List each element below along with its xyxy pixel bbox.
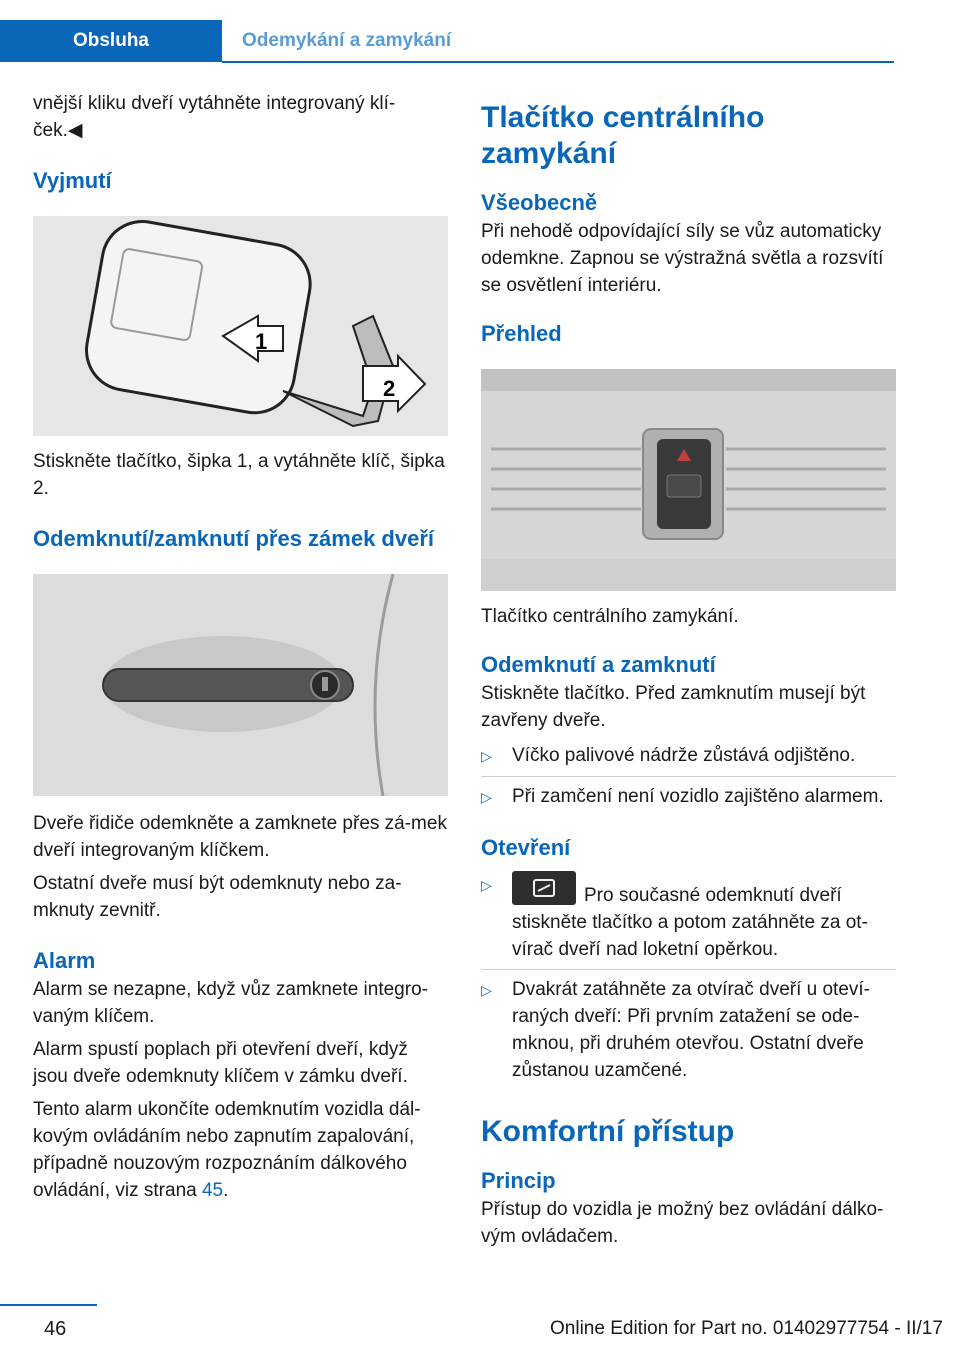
door-handle-figure — [33, 574, 448, 796]
central-locking-caption: Tlačítko centrálního zamykání. — [481, 606, 739, 627]
key-removal-illustration — [33, 216, 448, 436]
bullet-item — [481, 976, 896, 1084]
door-lock-paragraph-1: Dveře řidiče odemkněte a zamknete přes zá-mek dveří integrovaným klíčkem. — [33, 813, 447, 861]
triangle-bullet-icon: ▷ — [481, 982, 492, 998]
edition-note: Online Edition for Part no. 01402977754 - II/17 — [550, 1318, 943, 1339]
arrow-2-label: 2 — [383, 376, 396, 401]
door-unlock-icon — [512, 871, 576, 905]
right-column — [481, 100, 896, 1250]
unlock-lock-paragraph: Stiskněte tlačítko. Před zamknutím musejí být zavřeny dveře. — [481, 683, 866, 731]
bullet-text: Dvakrát zatáhněte za otvírač dveří u oteví-raných dveří: Při prvním zatažení se ode-mknou, při druhém otevřou. Ostatní dveře zůstanou uzamčené. — [512, 979, 871, 1081]
tab-obsluha[interactable]: Obsluha — [0, 20, 222, 62]
bullet-divider — [481, 776, 896, 777]
bullet-item — [481, 783, 896, 811]
key-removal-figure — [33, 216, 448, 436]
opening-heading: Otevření — [481, 835, 571, 860]
bullet-text: Při zamčení není vozidlo zajištěno alarmem. — [512, 786, 884, 807]
arrow-1-label: 1 — [255, 329, 268, 354]
bullet-text: Pro současné odemknutí dveří stiskněte tlačítko a potom zatáhněte za ot-vírač dveří nad loketní opěrkou. — [512, 885, 868, 960]
figure-1-caption: Stiskněte tlačítko, šipka 1, a vytáhněte klíč, šipka 2. — [33, 451, 445, 499]
page-number: 46 — [44, 1318, 67, 1340]
tab-odemykani[interactable]: Odemykání a zamykání — [242, 30, 452, 51]
alarm-heading: Alarm — [33, 948, 96, 973]
unlock-lock-heading: Odemknutí a zamknutí — [481, 652, 716, 677]
triangle-bullet-icon: ▷ — [481, 877, 492, 893]
left-column — [33, 90, 448, 1204]
comfort-access-title: Komfortní přístup — [481, 1115, 735, 1148]
general-heading: Všeobecně — [481, 190, 598, 215]
alarm-paragraph-3-end: . — [223, 1180, 229, 1201]
principle-heading: Princip — [481, 1168, 556, 1193]
principle-paragraph: Přístup do vozidla je možný bez ovládání dálko-vým ovládačem. — [481, 1199, 884, 1247]
bullet-item — [481, 871, 896, 963]
alarm-paragraph-3 — [33, 1096, 448, 1204]
central-locking-illustration — [481, 369, 896, 591]
door-lock-paragraph-2: Ostatní dveře musí být odemknuty nebo za-mknuty zevnitř. — [33, 873, 402, 921]
overview-heading: Přehled — [481, 321, 562, 346]
triangle-bullet-icon: ▷ — [481, 748, 492, 764]
footer-rule — [0, 1304, 97, 1306]
header-rule — [222, 61, 894, 63]
header-tabs — [0, 20, 451, 62]
door-handle-illustration — [33, 574, 448, 796]
bullet-text: Víčko palivové nádrže zůstává odjištěno. — [512, 745, 856, 766]
door-lock-heading: Odemknutí/zamknutí přes zámek dveří — [33, 526, 435, 551]
general-paragraph: Při nehodě odpovídající síly se vůz automaticky odemkne. Zapnou se výstražná světla a rozsvítí se osvětlení interiéru. — [481, 221, 884, 296]
triangle-bullet-icon: ▷ — [481, 789, 492, 805]
unlock-button-icon — [512, 871, 576, 905]
alarm-paragraph-2: Alarm spustí poplach při otevření dveří, když jsou dveře odemknuty klíčem v zámku dveří. — [33, 1039, 408, 1087]
central-locking-title: Tlačítko centrálního zamykání — [481, 101, 765, 170]
bullet-content — [512, 871, 896, 963]
alarm-paragraph-1: Alarm se nezapne, když vůz zamknete integro-vaným klíčem. — [33, 979, 428, 1027]
page-45-link[interactable]: 45 — [201, 1180, 224, 1201]
bullet-divider — [481, 969, 896, 970]
vyjmuti-heading: Vyjmutí — [33, 168, 112, 193]
central-locking-figure — [481, 369, 896, 591]
bullet-item — [481, 742, 896, 770]
alarm-paragraph-3-text: Tento alarm ukončíte odemknutím vozidla dál-kovým ovládáním nebo zapnutím zapalování, případně nouzovým rozpoznáním dálkového ovládání, viz strana — [33, 1099, 421, 1201]
intro-text: vnější kliku dveří vytáhněte integrovaný klí- ček.◀ — [33, 93, 396, 141]
